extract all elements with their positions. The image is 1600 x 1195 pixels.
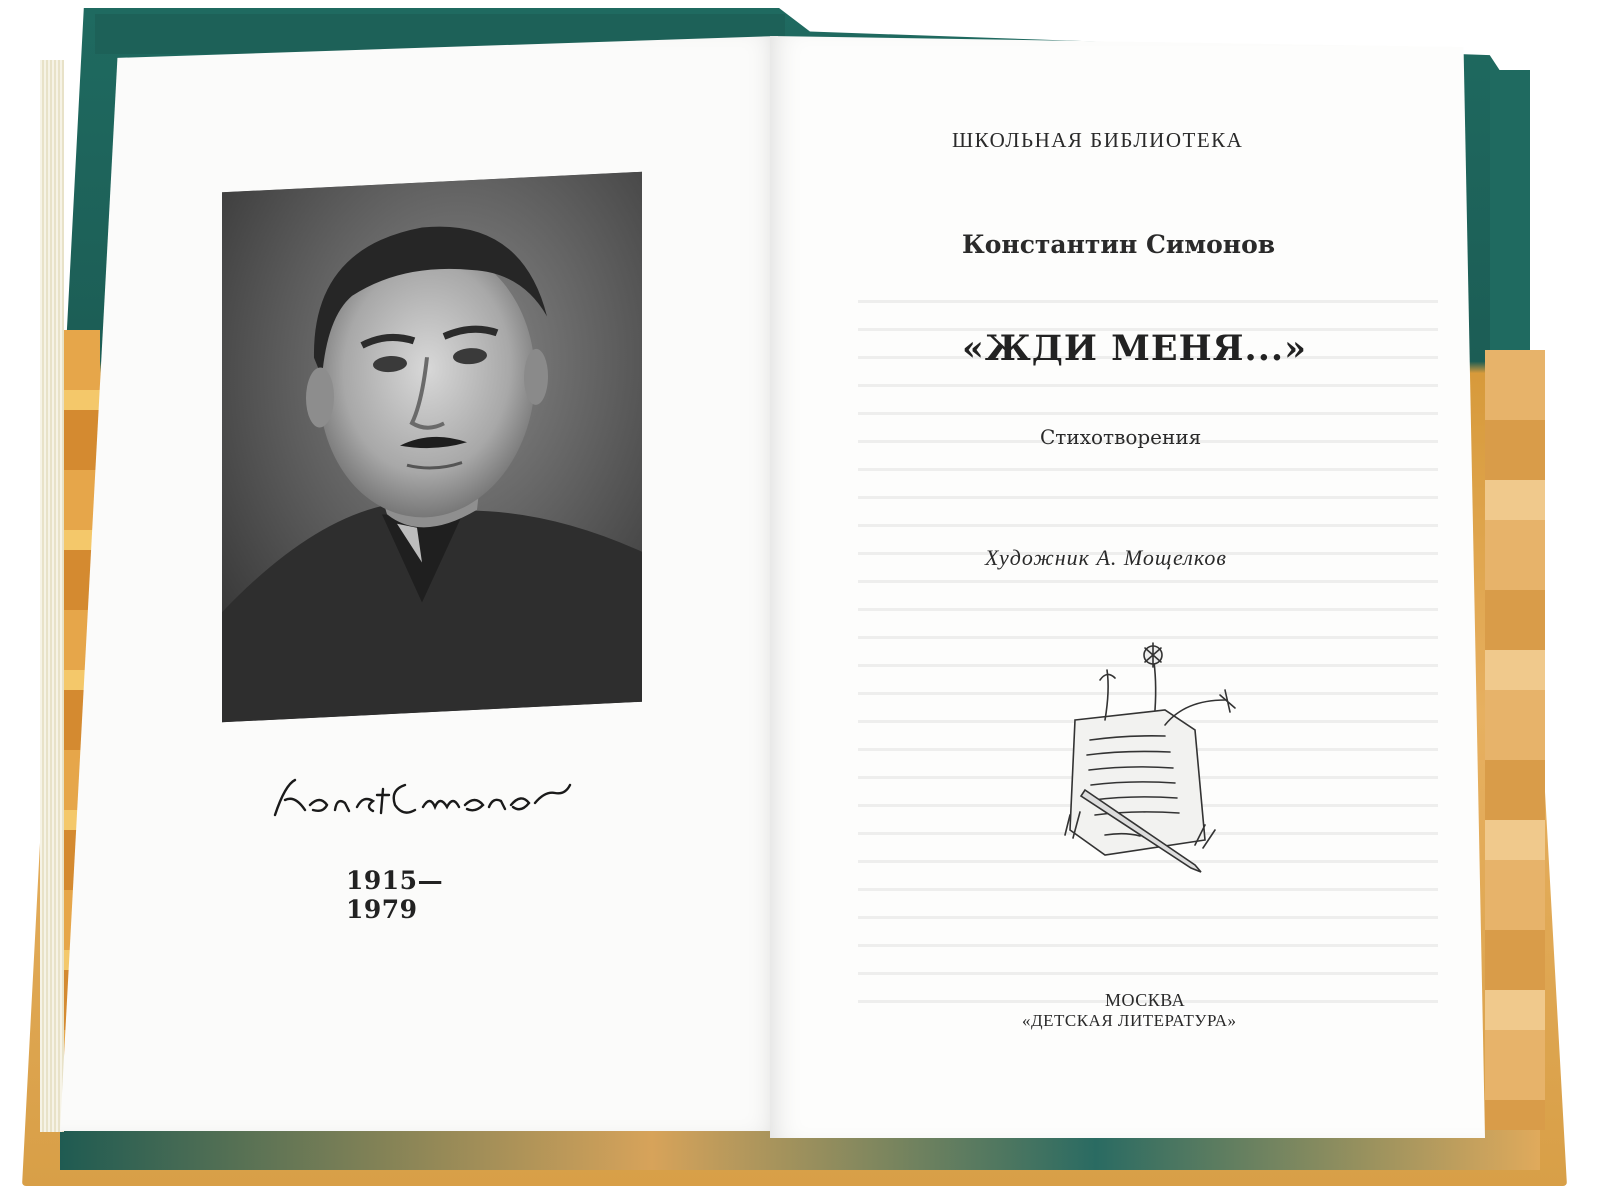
author-signature (265, 755, 575, 835)
publication-city: МОСКВА (1105, 990, 1186, 1010)
series-title: ШКОЛЬНАЯ БИБЛИОТЕКА (952, 128, 1244, 152)
cover-orange-edge-right (1485, 350, 1545, 1130)
book-title: «ЖДИ МЕНЯ...» (962, 328, 1307, 369)
life-years: 1915—1979 (346, 866, 444, 924)
book-genre: Стихотворения (1040, 425, 1202, 449)
page-edges (40, 60, 64, 1132)
author-name: Константин Симонов (962, 230, 1276, 259)
cover-green-edge (1490, 70, 1530, 350)
publisher-name: «ДЕТСКАЯ ЛИТЕРАТУРА» (1022, 1011, 1237, 1030)
letter-and-pen-sketch (1045, 640, 1250, 880)
illustrator-credit: Художник А. Мощелков (985, 545, 1227, 570)
author-portrait-photo (222, 172, 642, 723)
